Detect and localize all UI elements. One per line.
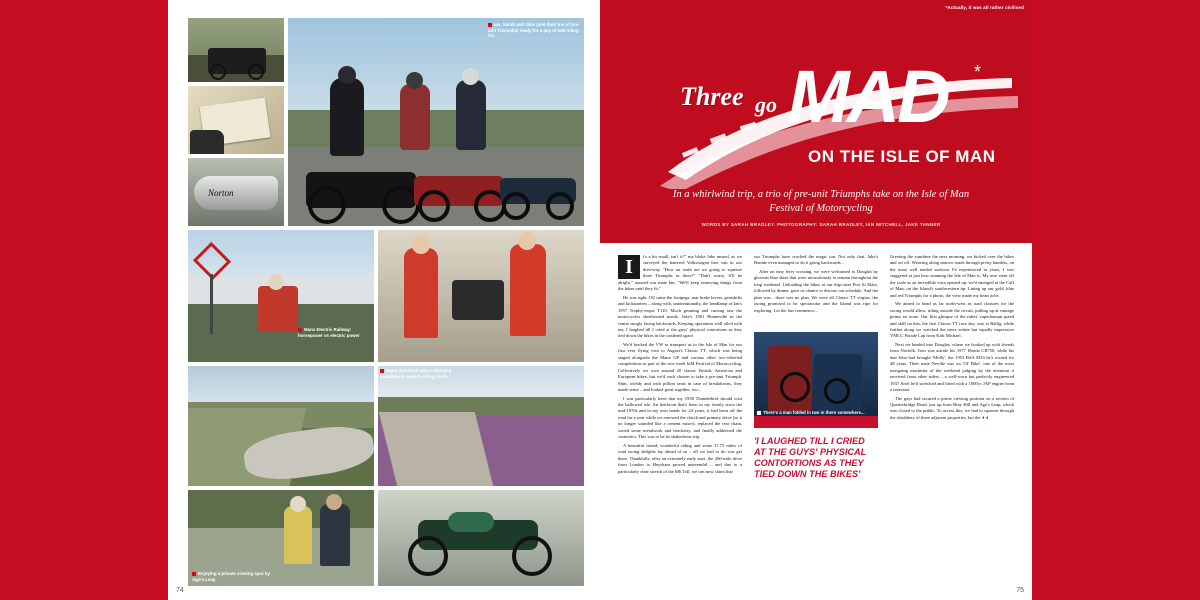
hero-banner [600,0,1032,243]
photo-grid [188,8,584,580]
title-word-three: Three [680,82,744,111]
caption-manx-electric: Manx Electric Railway: horsepower vs electric power [298,327,360,338]
caption-bullet-icon [380,369,384,373]
left-page [168,0,600,600]
column-3 [890,254,1014,423]
caption-bullet-icon [192,572,196,576]
column-1 [618,254,742,477]
paragraph: our Triumphs have cracked the magic ton. Not only that, Jake's Bonnie even managed to do it going backwards... [754,254,878,266]
caption-private-view: Enjoying a private viewing spot by Ago's Leap [192,571,270,582]
norton-tank-badge: Norton [208,188,234,198]
paragraph: We aimed to head as far north-west as road closures for the racing would allow, riding outside the circuit, pulling up at vantage points en route. Our first glimpse of the riders' superhuman speed and skill on this, the first Classic TT race day, was at Ballig, while further along we watched the more sedate but equally impressive VMCC Parade Lap from Kirk Michael. [890,301,1014,339]
caption-inset-van: There's a man folded in two in there somewhere... [757,410,865,415]
caption-bullet-icon [757,411,761,415]
paragraph: I was particularly keen that my 1958 Thunderbird should visit the hallowed isle. An heirloom that's been in my family since the mid-1970s and in my own hands for 24 years, it had been off the road for a year while we renewed the clutch and primary drive (so it no longer sounded like a cement mixer), replaced the rear chain, sorted some metalwork and bracketry, and finally addressed the cosmetics. This was to be its shakedown trip. [618,395,742,440]
paragraph: After an easy ferry crossing, we were welcomed to Douglas by glorious blue skies that were miraculously to remain throughout the long weekend. Unloading the bikes at our digs near Port St Mary, followed by dinner, gave us chance to discuss our schedule. And the plan was... there was no plan. We were all Classic TT virgins, the racing promised to be spectacular and the Island was ripe for exploring. Let the fun commence... [754,268,878,313]
title-subtitle: ON THE ISLE OF MAN [808,147,996,166]
pull-quote: 'I LAUGHED TILL I CRIED AT THE GUYS' PHYSICAL CONTORTIONS AS THEY TIED DOWN THE BIKES' [754,436,867,479]
photo-spectators [188,490,374,586]
continue-arrow-icon: ➧➧ [981,414,990,420]
paragraph: He was right. Off came the footpegs, rear brake levers, gearshifts and kickstarters – along with, unintentionally, the headlamp of Ian's 1957 Trophy-esque T110. Much grunting and cursing saw the motorcycles shoehorned inside, Jake's 1961 Bonneville in the centre snugly facing backwards. Keeping operations well oiled with tea, I laughed till I cried at the guys' physical contortions as they tied down the bikes in the confined space. [618,294,742,339]
photo-workshop [378,230,584,362]
title-asterisk: * [974,62,982,82]
paragraph: Greeting the sunshine the next morning, we kicked over the bikes and set off. Weaving along narrow roads through pretty hamlets, on the most well tended surfaces I'd experienced in years, I was staggered at just how stunning the Isle of Man is. My awe went off the scale as an incredible vista opened up: we'd emerged at the Calf of Man, on the Island's southwestern tip. Lining up our gold, blue and red Triumphs for a photo, the view made my heart ache. [890,254,1014,298]
byline: WORDS BY SARAH BRADLEY. PHOTOGRAPHY: SARAH BRADLEY, IAN MITCHELL, JAKE TANNER [701,222,941,227]
right-page [600,0,1032,600]
caption-bullet-icon [488,23,492,27]
paragraph: The guys had secured a prime viewing position on a section of Quarterbridge Road, just up from Bray Hill and Ago's Leap, which was closed to the public. To access this, we had to squeeze through the shrubbery of three adjacent properties, but the ➧➧ [890,395,1014,420]
photo-map-reading [188,86,284,154]
paragraph: We'd booked the VW to transport us to the Isle of Man for our first ever flying visit to August's Classic TT, which was being staged alongside the Manx GP and various other two-wheeled competitions as part of the two-week IoM Festival of Motorcycling. Collectively we own around 20 classic British, American and European bikes, but we'd each chosen to take a pre-unit Triumph. Slim, wieldy and with pillion seats in case of breakdowns, they made sense – and looked great together, too... [618,341,742,393]
photo-classic-bike [188,18,284,82]
caption-manx-moorland: Manx moorland was a stunning backdrop to superb riding roads [380,368,452,379]
photo-trio-riders [288,18,584,226]
column-2 [754,254,878,330]
paragraph: A beautiful island, wonderful riding and some 37.73 miles of road racing delights lay ahead of us – all we had to do was get there. Thankfully, after an extremely early start, the 260-mile drive from London to Heysham proved uneventful – and due to a particularly clear stretch of the M6 Toll, we can now claim that [618,442,742,474]
photo-moorland [188,366,374,486]
caption-trio: Ian, Sarah and Jake (and their trio of pre-unit Triumphs) ready for a day of IoM riding fun [488,22,580,38]
page-number-left: 74 [176,587,184,594]
title-word-go: go [755,92,777,117]
photo-level-crossing [188,230,374,362]
photo-norton-tank [188,158,284,226]
drop-cap: I [618,255,640,279]
title-word-mad: MAD [788,55,948,138]
article-body [618,254,1014,584]
caption-bullet-icon [298,328,302,332]
paragraph: t's a bit small, isn't it?" my bloke Jake mused, as we surveyed the battered Volkswagen hire van in our driveway. "How on earth are we going to squeeze three Triumphs in there?" "Don't worry. It'll be alright," assured our mate Ian. "We'll keep removing things from the bikes until they fit." [618,254,742,292]
page-number-right: 75 [1016,587,1024,594]
paragraph: Next we headed into Douglas, where we hooked up with friends from Norfolk. Tom was astride his 1977 Honda CB750, while his dad John had brought 'Molly', the 1952 BSA M33 he's owned for 48 years. Their mate Neville was on 'Ol' Bike', one of the most intriguing machines of the weekend judging by the attention it received from other riders – a well-worn but perfectly engineered 1937 Ariel he'd stretched and fitted with a 1000cc JAP engine from a rotavator. [890,341,1014,393]
standfirst: In a whirlwind trip, a trio of pre-unit Triumphs take on the Isle of Man Festival of Motorcycling [672,189,970,215]
photo-heather-road [378,366,584,486]
hero-footnote: *Actually, it was all rather civilised [945,5,1024,10]
photo-green-triumph [378,490,584,586]
